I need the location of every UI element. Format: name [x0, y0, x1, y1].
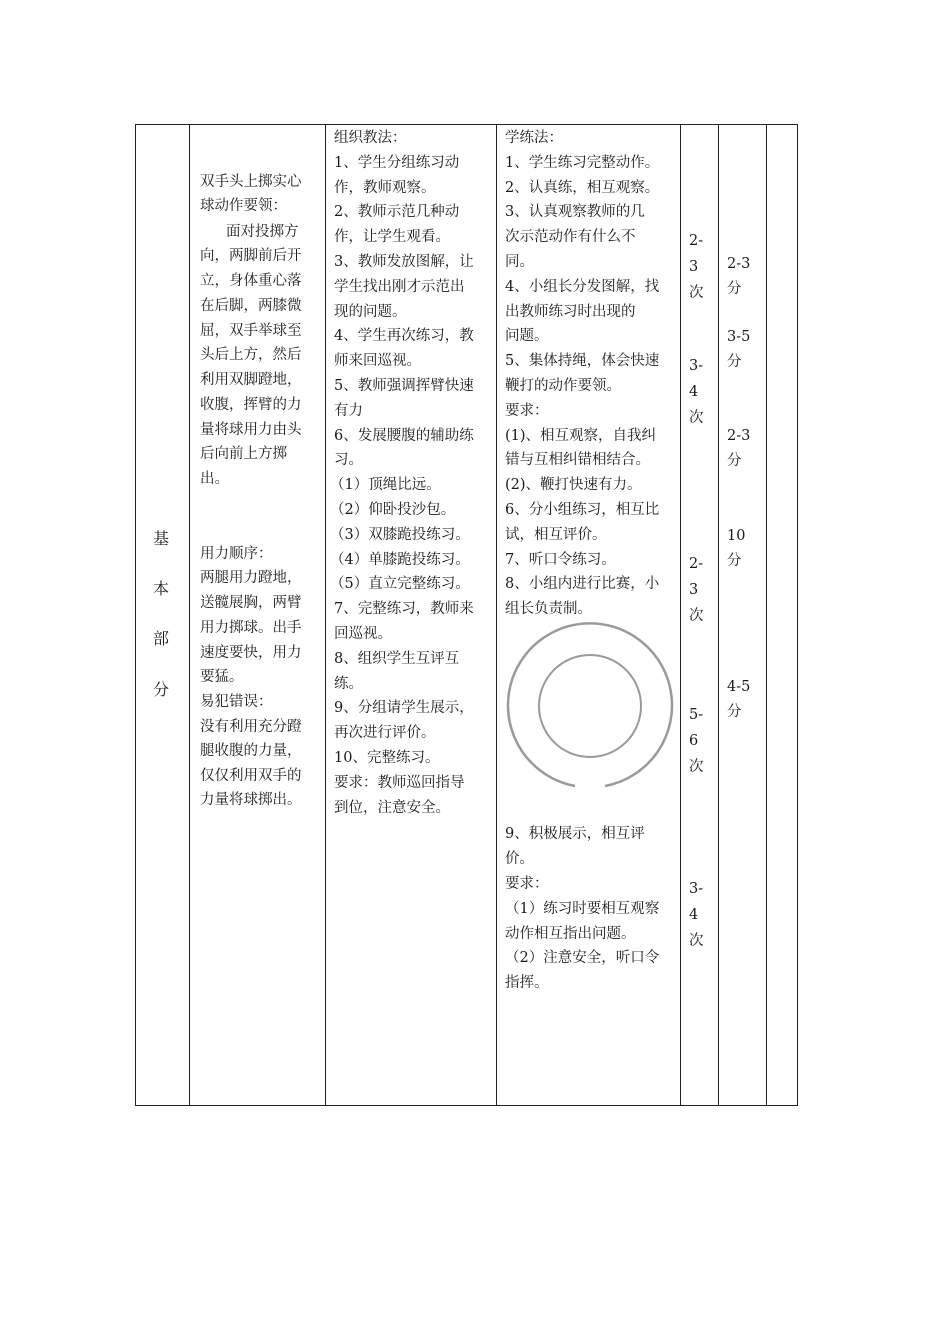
circle-diagram — [505, 621, 675, 791]
learning-line: 学练法： — [505, 130, 563, 146]
repetition-value: 5- — [689, 707, 704, 723]
teaching-line: 现的问题。 — [334, 303, 407, 320]
repetition-value: 4 — [689, 907, 699, 923]
learning-line: 价。 — [505, 851, 534, 867]
essentials-line: 立，身体重心落 — [200, 273, 302, 289]
duration-cell — [719, 125, 766, 1105]
repetition-value: 3- — [689, 358, 704, 374]
repetition-value: 2- — [689, 556, 704, 572]
learning-line: 4、小组长分发图解，找 — [505, 278, 660, 295]
essentials-line: 仅仅利用双手的 — [200, 768, 302, 784]
essentials-line: 两腿用力蹬地， — [200, 570, 302, 586]
essentials-line: 易犯错误： — [200, 694, 273, 710]
duration-value: 10 — [727, 528, 746, 544]
teaching-line: 5、教师强调挥臂快速 — [334, 378, 474, 394]
learning-line: 1、学生练习完整动作。 — [505, 154, 660, 171]
learning-line: 问题。 — [505, 328, 549, 345]
teaching-line: 要求：教师巡回指导 — [334, 774, 465, 791]
teaching-line: 6、发展腰腹的辅助练 — [334, 427, 474, 444]
section-char: 分 — [153, 680, 170, 699]
essentials-line: 利用双脚蹬地， — [200, 372, 302, 388]
learning-line: (1)、相互观察，自我纠 — [505, 427, 657, 444]
inner-circle — [539, 655, 641, 757]
learning-line: 动作相互指出问题。 — [505, 926, 636, 942]
teaching-line: （1）顶绳比远。 — [330, 477, 441, 494]
essentials-line: 量将球用力由头 — [200, 422, 302, 438]
teaching-line: 组织教法： — [334, 130, 407, 146]
essentials-line: 力量将球掷出。 — [200, 792, 302, 808]
repetition-value: 次 — [689, 410, 704, 426]
essentials-line: 没有利用充分蹬 — [200, 719, 302, 735]
learning-line: 5、集体持绳，体会快速 — [505, 353, 660, 370]
section-char: 基 — [153, 529, 170, 548]
essentials-line: 在后脚，两膝微 — [200, 298, 302, 314]
learning-line: 鞭打的动作要领。 — [505, 378, 621, 394]
essentials-line: 要猛。 — [200, 669, 244, 685]
duration-value: 3-5 — [727, 329, 751, 345]
teaching-line: 3、教师发放图解，让 — [334, 254, 474, 270]
repetition-value: 2- — [689, 233, 704, 249]
teaching-line: 作，让学生观看。 — [334, 229, 450, 246]
teaching-line: 有力 — [334, 402, 363, 419]
repetition-value: 3 — [689, 259, 699, 275]
repetition-value: 次 — [689, 759, 704, 775]
essentials-line: 后向前上方掷 — [200, 446, 287, 462]
section-label-cell — [136, 125, 189, 1105]
teaching-line: 7、完整练习，教师来 — [334, 601, 474, 618]
duration-value: 分 — [727, 704, 742, 720]
learning-line: 3、认真观察教师的几 — [505, 204, 645, 221]
teaching-line: 1、学生分组练习动 — [334, 154, 460, 171]
teaching-line: 作，教师观察。 — [334, 179, 436, 196]
repetition-value: 次 — [689, 933, 704, 949]
learning-line: 同。 — [505, 254, 534, 270]
learning-method-cell — [497, 125, 680, 1105]
essentials-line: 出。 — [200, 471, 229, 487]
essentials-line: 速度要快，用力 — [200, 645, 302, 661]
teaching-line: 10、完整练习。 — [334, 750, 440, 766]
duration-value: 分 — [727, 281, 742, 297]
duration-value: 分 — [727, 453, 742, 469]
teaching-line: （3）双膝跪投练习。 — [330, 526, 470, 543]
essentials-cell — [190, 125, 325, 1105]
teaching-line: 4、学生再次练习，教 — [334, 328, 474, 345]
teaching-method-cell — [326, 125, 496, 1105]
learning-line: 试，相互评价。 — [505, 526, 607, 543]
essentials-line: 用力掷球。出手 — [200, 620, 302, 636]
essentials-line: 向，两脚前后开 — [200, 248, 302, 264]
learning-line: 2、认真练，相互观察。 — [505, 179, 660, 196]
learning-line: （1）练习时要相互观察 — [505, 901, 660, 917]
repetition-value: 3- — [689, 881, 704, 897]
learning-line: （2）注意安全，听口令 — [505, 950, 660, 966]
learning-line: 错与互相纠错相结合。 — [505, 452, 650, 469]
essentials-line: 用力顺序： — [200, 546, 273, 562]
repetition-value: 6 — [689, 733, 699, 749]
teaching-line: 9、分组请学生展示， — [334, 700, 474, 717]
section-char: 本 — [153, 579, 170, 598]
essentials-line: 头后上方，然后 — [200, 347, 302, 363]
teaching-line: 练。 — [334, 675, 363, 692]
teaching-line: 再次进行评价。 — [334, 725, 436, 742]
learning-line: 7、听口令练习。 — [505, 551, 616, 568]
teaching-line: 师来回巡视。 — [334, 353, 421, 370]
learning-line: 要求： — [505, 402, 549, 419]
duration-value: 2-3 — [727, 256, 751, 272]
repetition-value: 4 — [689, 384, 699, 400]
learning-line: 指挥。 — [505, 975, 549, 991]
blank-cell — [767, 125, 798, 1105]
teaching-line: （2）仰卧投沙包。 — [330, 502, 456, 518]
repetitions-cell — [681, 125, 718, 1105]
repetition-value: 次 — [689, 608, 704, 624]
teaching-line: 2、教师示范几种动 — [334, 204, 460, 221]
teaching-line: 到位，注意安全。 — [334, 799, 450, 816]
duration-value: 2-3 — [727, 428, 751, 444]
essentials-line: 屈，双手举球至 — [200, 323, 302, 339]
duration-value: 分 — [727, 354, 742, 370]
lesson-plan-table — [135, 124, 798, 1106]
essentials-line: 面对投掷方 — [226, 224, 299, 240]
teaching-line: （4）单膝跪投练习。 — [330, 551, 470, 568]
essentials-line: 球动作要领： — [200, 198, 287, 214]
essentials-line: 收腹，挥臂的力 — [200, 397, 302, 413]
teaching-line: 回巡视。 — [334, 626, 392, 642]
duration-value: 分 — [727, 553, 742, 569]
teaching-line: 习。 — [334, 452, 363, 469]
learning-line: 8、小组内进行比赛，小 — [505, 576, 660, 593]
repetition-value: 3 — [689, 582, 699, 598]
learning-line: 要求： — [505, 876, 549, 892]
teaching-line: 8、组织学生互评互 — [334, 650, 460, 667]
essentials-line: 送髋展胸，两臂 — [200, 595, 302, 611]
learning-line: 6、分小组练习，相互比 — [505, 502, 660, 518]
learning-line: 次示范动作有什么不 — [505, 229, 636, 246]
section-char: 部 — [153, 629, 170, 648]
teaching-line: （5）直立完整练习。 — [330, 576, 470, 593]
repetition-value: 次 — [689, 285, 704, 301]
essentials-line: 腿收腹的力量， — [200, 743, 302, 759]
learning-line: 出教师练习时出现的 — [505, 303, 636, 320]
duration-value: 4-5 — [727, 679, 751, 695]
teaching-line: 学生找出刚才示范出 — [334, 278, 465, 295]
outer-circle-arc — [508, 623, 672, 786]
learning-line: 组长负责制。 — [505, 601, 592, 618]
learning-line: 9、积极展示，相互评 — [505, 826, 645, 842]
essentials-line: 双手头上掷实心 — [200, 174, 302, 190]
learning-line: (2)、鞭打快速有力。 — [505, 477, 642, 494]
